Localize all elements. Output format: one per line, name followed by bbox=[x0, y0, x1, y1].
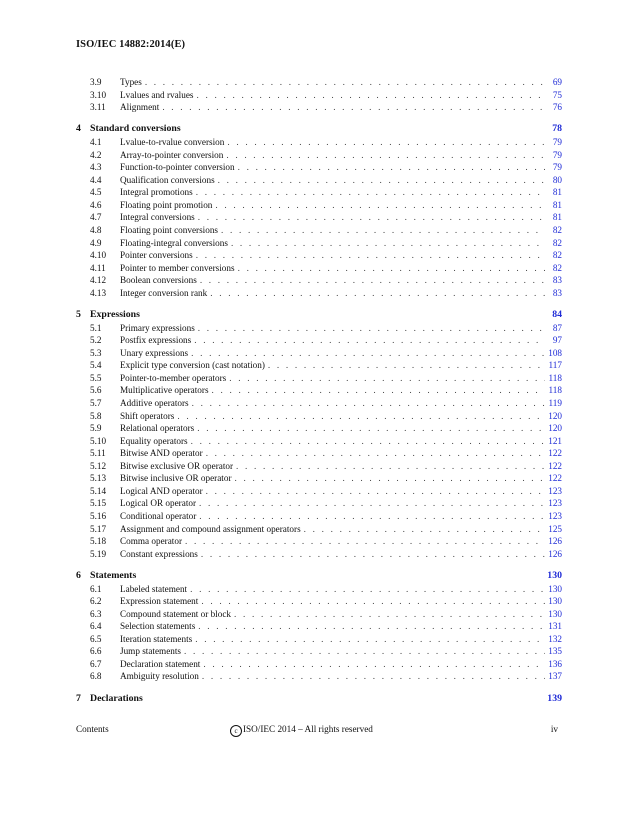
dot-leader bbox=[304, 523, 545, 536]
dot-leader bbox=[199, 497, 545, 510]
toc-entry-title: Multiplicative operators bbox=[120, 385, 209, 396]
dot-leader bbox=[194, 334, 545, 347]
toc-entry[interactable] bbox=[76, 287, 562, 300]
toc-entry[interactable] bbox=[76, 645, 562, 658]
toc-entry-page-link[interactable]: 122 bbox=[548, 448, 562, 459]
toc-entry[interactable] bbox=[76, 658, 562, 671]
dot-leader bbox=[231, 237, 545, 250]
toc-section-number: 4 bbox=[76, 123, 81, 135]
toc-entry-title: Bitwise AND operator bbox=[120, 448, 203, 459]
dot-leader bbox=[215, 199, 545, 212]
toc-entry-title: Array-to-pointer conversion bbox=[120, 149, 224, 160]
toc-entry-title: Explicit type conversion (cast notation) bbox=[120, 360, 265, 371]
footer-section-label: Contents bbox=[76, 724, 109, 734]
toc-entry-title: Bitwise inclusive OR operator bbox=[120, 473, 232, 484]
dot-leader bbox=[145, 76, 545, 89]
toc-entry-number: 3.11 bbox=[90, 102, 106, 113]
dot-leader bbox=[227, 136, 545, 149]
toc-sections bbox=[76, 122, 562, 705]
toc-entry-title: Equality operators bbox=[120, 435, 188, 446]
toc-entry-number: 4.6 bbox=[90, 199, 102, 210]
toc-entry-number: 5.10 bbox=[90, 435, 107, 446]
toc-section-heading[interactable] bbox=[76, 122, 562, 136]
dot-leader bbox=[191, 347, 545, 360]
toc-section-number: 7 bbox=[76, 692, 81, 704]
toc-entry-page-link[interactable]: 122 bbox=[548, 460, 562, 471]
dot-leader bbox=[184, 645, 545, 658]
dot-leader bbox=[195, 633, 545, 646]
dot-leader bbox=[202, 670, 545, 683]
toc-entry-page-link[interactable]: 97 bbox=[552, 335, 562, 346]
toc-entry-number: 4.12 bbox=[90, 275, 107, 286]
toc-entry[interactable] bbox=[76, 633, 562, 646]
toc-entry[interactable] bbox=[76, 211, 562, 224]
toc-entry[interactable] bbox=[76, 485, 562, 498]
toc-entry-number: 6.3 bbox=[90, 608, 102, 619]
toc-entry-title: Bitwise exclusive OR operator bbox=[120, 460, 234, 471]
toc-entry[interactable] bbox=[76, 347, 562, 360]
toc-entry-number: 5.16 bbox=[90, 510, 107, 521]
toc-entry-title: Expression statement bbox=[120, 596, 199, 607]
toc-entry[interactable] bbox=[76, 89, 562, 102]
toc-entry-page-link[interactable]: 122 bbox=[548, 473, 562, 484]
toc-entry-page-link[interactable]: 117 bbox=[548, 360, 562, 371]
toc-entry[interactable] bbox=[76, 372, 562, 385]
toc-entry-page-link[interactable]: 79 bbox=[552, 162, 562, 173]
footer-copyright-text: ISO/IEC 2014 – All rights reserved bbox=[243, 724, 373, 734]
toc-entry-number: 3.10 bbox=[90, 89, 107, 100]
copyright-icon: c bbox=[230, 725, 242, 737]
dot-leader bbox=[196, 186, 545, 199]
toc-entry[interactable] bbox=[76, 497, 562, 510]
toc-entry-page-link[interactable]: 82 bbox=[552, 237, 562, 248]
toc-entry-title: Labeled statement bbox=[120, 583, 188, 594]
toc-entry-number: 5.17 bbox=[90, 523, 107, 534]
toc-section-page-link[interactable]: 139 bbox=[547, 692, 562, 704]
toc-entry[interactable] bbox=[76, 334, 562, 347]
toc-entry-page-link[interactable]: 83 bbox=[552, 287, 562, 298]
toc-entry-title: Shift operators bbox=[120, 410, 175, 421]
toc-entry[interactable] bbox=[76, 384, 562, 397]
toc-entry[interactable] bbox=[76, 199, 562, 212]
toc-section-heading[interactable] bbox=[76, 569, 562, 583]
dot-leader bbox=[197, 422, 545, 435]
toc-entry-number: 6.8 bbox=[90, 671, 102, 682]
toc-entry-number: 5.2 bbox=[90, 335, 102, 346]
toc-entry-number: 5.6 bbox=[90, 385, 102, 396]
dot-leader bbox=[162, 101, 545, 114]
toc-entry-page-link[interactable]: 130 bbox=[548, 608, 562, 619]
toc-section-number: 5 bbox=[76, 308, 81, 320]
toc-entry-number: 5.4 bbox=[90, 360, 102, 371]
toc-entry-title: Iteration statements bbox=[120, 633, 193, 644]
dot-leader bbox=[268, 359, 545, 372]
dot-leader bbox=[226, 149, 545, 162]
toc-entry-number: 5.15 bbox=[90, 498, 107, 509]
toc-entry-title: Relational operators bbox=[120, 423, 195, 434]
toc-entry-number: 4.9 bbox=[90, 237, 102, 248]
toc-entry-page-link[interactable]: 82 bbox=[552, 224, 562, 235]
toc-section-title: Statements bbox=[90, 569, 137, 581]
toc-entry-page-link[interactable]: 69 bbox=[552, 77, 562, 87]
dot-leader bbox=[177, 410, 545, 423]
toc-entry-number: 3.9 bbox=[90, 77, 102, 87]
dot-leader bbox=[201, 548, 545, 561]
dot-leader bbox=[210, 287, 545, 300]
dot-leader bbox=[199, 510, 545, 523]
toc-entry-page-link[interactable]: 76 bbox=[552, 102, 562, 113]
toc-entry-page-link[interactable]: 136 bbox=[548, 658, 562, 669]
toc-entry-page-link[interactable]: 137 bbox=[548, 671, 562, 682]
dot-leader bbox=[196, 89, 545, 102]
toc-entry-number: 5.1 bbox=[90, 322, 102, 333]
toc-entry-page-link[interactable]: 118 bbox=[548, 372, 562, 383]
toc-entry-page-link[interactable]: 119 bbox=[548, 398, 562, 409]
toc-entry[interactable] bbox=[76, 397, 562, 410]
toc-entry-page-link[interactable]: 82 bbox=[552, 250, 562, 261]
toc-entry-title: Integer conversion rank bbox=[120, 287, 208, 298]
toc-entry-number: 5.14 bbox=[90, 485, 107, 496]
dot-leader bbox=[203, 658, 545, 671]
toc-entry-page-link[interactable]: 79 bbox=[552, 149, 562, 160]
toc-entry[interactable] bbox=[76, 410, 562, 423]
toc-entry-page-link[interactable]: 132 bbox=[548, 633, 562, 644]
toc-entry-page-link[interactable]: 126 bbox=[548, 548, 562, 559]
toc-entry-number: 6.4 bbox=[90, 621, 102, 632]
toc-entry[interactable] bbox=[76, 670, 562, 683]
toc-entry-number: 4.7 bbox=[90, 212, 102, 223]
toc-entry-page-link[interactable]: 82 bbox=[552, 262, 562, 273]
dot-leader bbox=[221, 224, 545, 237]
toc-entry-title: Primary expressions bbox=[120, 322, 195, 333]
toc-entry-number: 4.8 bbox=[90, 224, 102, 235]
toc-entry-title: Boolean conversions bbox=[120, 275, 197, 286]
dot-leader bbox=[198, 620, 545, 633]
toc-entry-page-link[interactable]: 123 bbox=[548, 498, 562, 509]
toc-entry[interactable] bbox=[76, 422, 562, 435]
toc-entry[interactable] bbox=[76, 435, 562, 448]
toc-entry[interactable] bbox=[76, 608, 562, 621]
toc-entry-page-link[interactable]: 79 bbox=[552, 137, 562, 148]
toc-section-page-link[interactable]: 78 bbox=[552, 123, 562, 135]
toc-entry-number: 6.6 bbox=[90, 646, 102, 657]
toc-entry[interactable] bbox=[76, 101, 562, 114]
toc-entry-page-link[interactable]: 81 bbox=[552, 212, 562, 223]
toc-entry[interactable] bbox=[76, 510, 562, 523]
toc-entry-number: 4.3 bbox=[90, 162, 102, 173]
toc-entry-title: Qualification conversions bbox=[120, 174, 215, 185]
toc-entry-title: Declaration statement bbox=[120, 658, 201, 669]
toc-entry-page-link[interactable]: 123 bbox=[548, 510, 562, 521]
dot-leader bbox=[218, 174, 545, 187]
dot-leader bbox=[198, 211, 545, 224]
toc-entry-number: 4.2 bbox=[90, 149, 102, 160]
toc-entry-title: Assignment and compound assignment operators bbox=[120, 523, 301, 534]
toc-entry-page-link[interactable]: 87 bbox=[552, 322, 562, 333]
toc-entry-title: Integral conversions bbox=[120, 212, 195, 223]
table-of-contents bbox=[76, 76, 562, 706]
toc-entry-page-link[interactable]: 108 bbox=[548, 347, 562, 358]
toc-entry-title: Logical OR operator bbox=[120, 498, 197, 509]
dot-leader bbox=[198, 322, 545, 335]
toc-entry-title: Pointer-to-member operators bbox=[120, 372, 227, 383]
toc-entry-page-link[interactable]: 130 bbox=[548, 583, 562, 594]
toc-entry-title: Compound statement or block bbox=[120, 608, 231, 619]
toc-entry-number: 5.3 bbox=[90, 347, 102, 358]
toc-entry-number: 5.5 bbox=[90, 372, 102, 383]
toc-entry-number: 5.13 bbox=[90, 473, 107, 484]
dot-leader bbox=[238, 262, 545, 275]
toc-entry-page-link[interactable]: 130 bbox=[548, 596, 562, 607]
toc-entry-number: 6.2 bbox=[90, 596, 102, 607]
toc-entry-title: Postfix expressions bbox=[120, 335, 192, 346]
toc-entry-number: 4.11 bbox=[90, 262, 106, 273]
toc-entry-title: Lvalue-to-rvalue conversion bbox=[120, 137, 225, 148]
toc-entry-title: Logical AND operator bbox=[120, 485, 203, 496]
toc-entry[interactable] bbox=[76, 523, 562, 536]
toc-entry-title: Constant expressions bbox=[120, 548, 198, 559]
toc-entry-page-link[interactable]: 131 bbox=[548, 621, 562, 632]
toc-section-title: Declarations bbox=[90, 692, 143, 704]
toc-entry[interactable] bbox=[76, 237, 562, 250]
toc-entry[interactable] bbox=[76, 136, 562, 149]
toc-entry-number: 5.7 bbox=[90, 398, 102, 409]
dot-leader bbox=[191, 435, 545, 448]
toc-entry-page-link[interactable]: 75 bbox=[552, 89, 562, 100]
toc-entry-title: Selection statements bbox=[120, 621, 196, 632]
dot-leader bbox=[201, 595, 545, 608]
toc-entry-title: Pointer conversions bbox=[120, 250, 193, 261]
toc-entry-title: Conditional operator bbox=[120, 510, 197, 521]
toc-section-title: Expressions bbox=[90, 308, 140, 320]
dot-leader bbox=[229, 372, 545, 385]
toc-entry[interactable] bbox=[76, 620, 562, 633]
toc-entry-title: Lvalues and rvalues bbox=[120, 89, 194, 100]
dot-leader bbox=[185, 535, 545, 548]
toc-entry-number: 6.7 bbox=[90, 658, 102, 669]
toc-entry[interactable] bbox=[76, 149, 562, 162]
footer-copyright bbox=[230, 724, 373, 737]
toc-entry-page-link[interactable]: 83 bbox=[552, 275, 562, 286]
toc-entry-title: Alignment bbox=[120, 102, 160, 113]
toc-entry-number: 4.5 bbox=[90, 187, 102, 198]
toc-entry[interactable] bbox=[76, 224, 562, 237]
toc-entry-page-link[interactable]: 120 bbox=[548, 423, 562, 434]
toc-entry-page-link[interactable]: 120 bbox=[548, 410, 562, 421]
toc-entry[interactable] bbox=[76, 161, 562, 174]
dot-leader bbox=[190, 583, 545, 596]
toc-section-page-link[interactable]: 84 bbox=[552, 308, 562, 320]
toc-entry-title: Types bbox=[120, 77, 142, 87]
toc-entry-number: 6.5 bbox=[90, 633, 102, 644]
toc-section-number: 6 bbox=[76, 569, 81, 581]
toc-entry-page-link[interactable]: 81 bbox=[552, 187, 562, 198]
dot-leader bbox=[196, 249, 545, 262]
toc-entry[interactable] bbox=[76, 460, 562, 473]
toc-entry[interactable] bbox=[76, 322, 562, 335]
toc-entry[interactable] bbox=[76, 535, 562, 548]
toc-entry-page-link[interactable]: 80 bbox=[552, 174, 562, 185]
dot-leader bbox=[236, 460, 545, 473]
toc-entry-title: Jump statements bbox=[120, 646, 181, 657]
toc-entry-page-link[interactable]: 123 bbox=[548, 485, 562, 496]
toc-entry-title: Floating point conversions bbox=[120, 224, 218, 235]
dot-leader bbox=[192, 397, 545, 410]
toc-entry-number: 5.12 bbox=[90, 460, 107, 471]
toc-entry[interactable] bbox=[76, 548, 562, 561]
toc-entry-number: 4.1 bbox=[90, 137, 102, 148]
toc-entry-number: 5.9 bbox=[90, 423, 102, 434]
toc-entry[interactable] bbox=[76, 595, 562, 608]
dot-leader bbox=[206, 485, 545, 498]
toc-entry[interactable] bbox=[76, 359, 562, 372]
toc-entry-number: 4.10 bbox=[90, 250, 107, 261]
toc-entry-page-link[interactable]: 135 bbox=[548, 646, 562, 657]
toc-entry-page-link[interactable]: 125 bbox=[548, 523, 562, 534]
toc-entry-page-link[interactable]: 118 bbox=[548, 385, 562, 396]
dot-leader bbox=[235, 472, 545, 485]
standard-id-header: ISO/IEC 14882:2014(E) bbox=[76, 39, 186, 50]
toc-entry-number: 5.18 bbox=[90, 536, 107, 547]
toc-entry[interactable] bbox=[76, 76, 562, 89]
toc-entry-number: 5.11 bbox=[90, 448, 106, 459]
toc-entry[interactable] bbox=[76, 174, 562, 187]
toc-entry-title: Integral promotions bbox=[120, 187, 193, 198]
toc-entry-title: Function-to-pointer conversion bbox=[120, 162, 235, 173]
toc-entry[interactable] bbox=[76, 447, 562, 460]
dot-leader bbox=[234, 608, 545, 621]
toc-entry[interactable] bbox=[76, 186, 562, 199]
toc-entry-title: Pointer to member conversions bbox=[120, 262, 235, 273]
toc-section-page-link[interactable]: 130 bbox=[547, 569, 562, 581]
toc-entry-number: 4.13 bbox=[90, 287, 107, 298]
toc-entry-number: 4.4 bbox=[90, 174, 102, 185]
toc-entry-page-link[interactable]: 121 bbox=[548, 435, 562, 446]
toc-entry[interactable] bbox=[76, 274, 562, 287]
toc-section-heading[interactable] bbox=[76, 692, 562, 706]
toc-entry-title: Comma operator bbox=[120, 536, 182, 547]
footer-page-number: iv bbox=[550, 724, 558, 734]
dot-leader bbox=[200, 274, 545, 287]
toc-entry-page-link[interactable]: 81 bbox=[552, 199, 562, 210]
toc-entry-title: Additive operators bbox=[120, 398, 189, 409]
toc-entry-number: 5.19 bbox=[90, 548, 107, 559]
toc-entry-title: Unary expressions bbox=[120, 347, 189, 358]
toc-entry-title: Floating point promotion bbox=[120, 199, 213, 210]
toc-entry-page-link[interactable]: 126 bbox=[548, 536, 562, 547]
toc-entry[interactable] bbox=[76, 249, 562, 262]
toc-entry-title: Ambiguity resolution bbox=[120, 671, 199, 682]
toc-section-heading[interactable] bbox=[76, 308, 562, 322]
toc-entry-title: Floating-integral conversions bbox=[120, 237, 228, 248]
toc-entry[interactable] bbox=[76, 262, 562, 275]
toc-entry[interactable] bbox=[76, 583, 562, 596]
page-footer bbox=[76, 724, 562, 738]
toc-section-title: Standard conversions bbox=[90, 123, 181, 135]
toc-entry-number: 6.1 bbox=[90, 583, 102, 594]
dot-leader bbox=[238, 161, 545, 174]
toc-entry-number: 5.8 bbox=[90, 410, 102, 421]
dot-leader bbox=[206, 447, 545, 460]
dot-leader bbox=[212, 384, 545, 397]
toc-entry[interactable] bbox=[76, 472, 562, 485]
